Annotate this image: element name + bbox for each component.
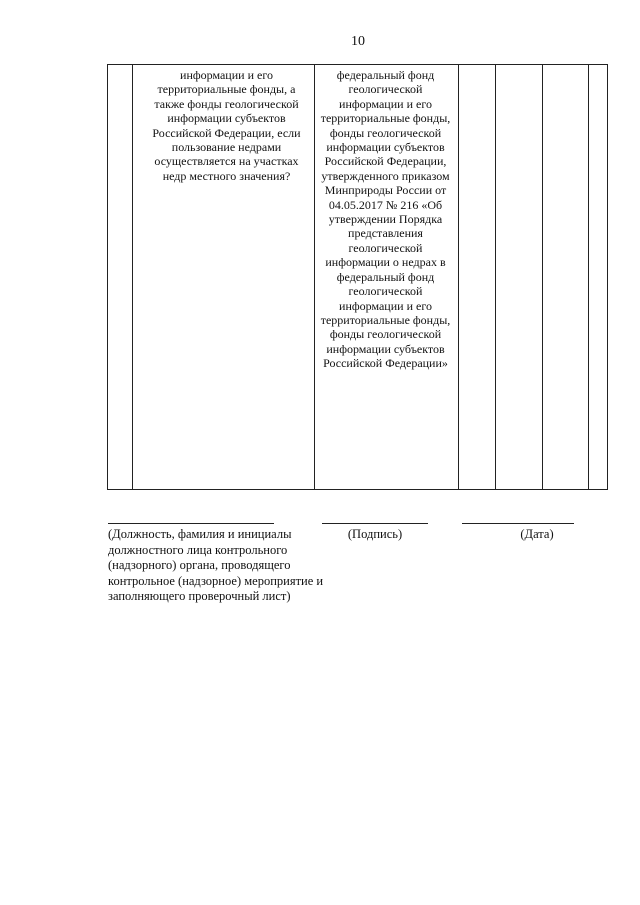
- signature-caption: (Подпись): [347, 527, 403, 541]
- official-caption: (Должность, фамилия и инициалы должностного лица контрольного (надзорного) органа, проводящего контрольное (надзорное) мероприятие и заполняющего проверочный лист): [108, 527, 324, 603]
- checklist-table: [107, 64, 608, 490]
- note-cell: [589, 65, 608, 490]
- table-row: [108, 65, 608, 490]
- date-line: [462, 523, 574, 524]
- answer-no-cell: [496, 65, 543, 490]
- row-number-cell: [108, 65, 133, 490]
- question-cell: информации и его территориальные фонды, а также фонды геологической информации субъектов Российской Федерации, если пользование недрами осуществляется на участках недр местного значения?: [133, 65, 315, 490]
- official-signature-line: [108, 523, 274, 524]
- answer-na-cell: [543, 65, 589, 490]
- date-caption: (Дата): [520, 527, 554, 541]
- answer-yes-cell: [459, 65, 496, 490]
- legal-reference-cell: федеральный фонд геологической информации и его территориальные фонды, фонды геологической информации субъектов Российской Федерации, утвержденного приказом Минприроды России от 04.05.2017 № 216 «Об утверждении Порядка представления геологической информации о недрах в федеральный фонд геологической информации и его территориальные фонды, фонды геологической информации субъектов Российской Федерации»: [315, 65, 459, 490]
- signature-line: [322, 523, 428, 524]
- page-number: 10: [351, 34, 365, 49]
